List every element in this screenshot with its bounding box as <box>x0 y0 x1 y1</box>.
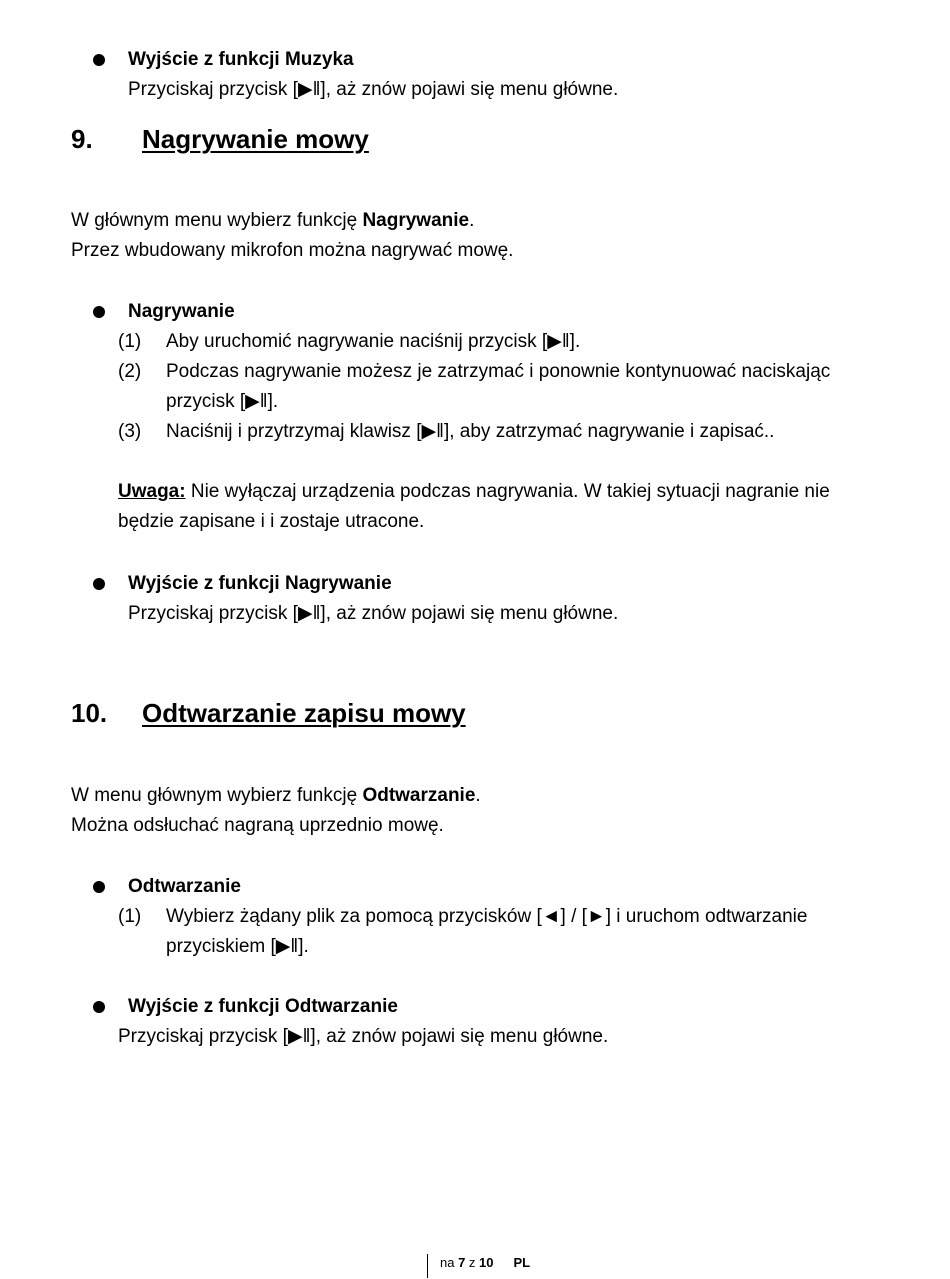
section-9-number: 9. <box>71 124 93 154</box>
section-10-number: 10. <box>71 698 108 728</box>
step-text-continued: przycisk [▶ǁ]. <box>166 391 279 412</box>
step-number: (1) <box>118 331 142 352</box>
intro-bold: Odtwarzanie <box>362 785 476 806</box>
recording-exit-heading: Wyjście z funkcji Nagrywanie <box>128 573 392 594</box>
recording-exit-text: Przyciskaj przycisk [▶ǁ], aż znów pojawi się menu główne. <box>128 603 619 624</box>
bullet-dot <box>93 54 105 66</box>
step-number: (3) <box>118 421 142 442</box>
footer-mid: z <box>465 1255 480 1270</box>
footer-divider <box>427 1254 428 1278</box>
note-line-1 <box>118 477 830 507</box>
section-9-heading <box>71 122 369 156</box>
music-exit-heading: Wyjście z funkcji Muzyka <box>128 49 354 70</box>
language-code: PL <box>513 1255 531 1270</box>
step-text: Naciśnij i przytrzymaj klawisz [▶ǁ], aby zatrzymać nagrywanie i zapisać.. <box>166 421 775 442</box>
playback-exit-text: Przyciskaj przycisk [▶ǁ], aż znów pojawi się menu główne. <box>118 1026 609 1047</box>
section-9-intro-1 <box>71 206 474 236</box>
section-10-intro-2: Można odsłuchać nagraną uprzednio mowę. <box>71 815 444 836</box>
playback-exit-heading: Wyjście z funkcji Odtwarzanie <box>128 996 398 1017</box>
playback-heading: Odtwarzanie <box>128 876 241 897</box>
footer-pre: na <box>440 1255 459 1270</box>
bullet-dot <box>93 578 105 590</box>
section-10-heading <box>71 696 466 730</box>
step-text-continued: przyciskiem [▶ǁ]. <box>166 936 309 957</box>
intro-text: W menu głównym wybierz funkcję <box>71 785 363 806</box>
note-text: Nie wyłączaj urządzenia podczas nagrywania. W takiej sytuacji nagranie nie <box>185 481 830 502</box>
intro-post: . <box>475 785 481 806</box>
section-10-intro-1 <box>71 781 481 811</box>
section-9-title: Nagrywanie mowy <box>142 124 369 154</box>
intro-bold: Nagrywanie <box>362 210 470 231</box>
step-text: Aby uruchomić nagrywanie naciśnij przycisk [▶ǁ]. <box>166 331 581 352</box>
step-number: (2) <box>118 361 142 382</box>
page-total: 10 <box>479 1255 494 1270</box>
intro-post: . <box>469 210 475 231</box>
music-exit-text: Przyciskaj przycisk [▶ǁ], aż znów pojawi się menu główne. <box>128 79 619 100</box>
bullet-dot <box>93 306 105 318</box>
intro-text: W głównym menu wybierz funkcję <box>71 210 363 231</box>
recording-heading: Nagrywanie <box>128 301 235 322</box>
section-10-title: Odtwarzanie zapisu mowy <box>142 698 466 728</box>
note-label: Uwaga: <box>118 481 186 502</box>
page-footer <box>440 1255 530 1271</box>
section-9-intro-2: Przez wbudowany mikrofon można nagrywać mowę. <box>71 240 514 261</box>
step-number: (1) <box>118 906 142 927</box>
step-text: Wybierz żądany plik za pomocą przycisków [◄] / [►] i uruchom odtwarzanie <box>166 906 808 927</box>
step-text: Podczas nagrywanie możesz je zatrzymać i ponownie kontynuować naciskając <box>166 361 831 382</box>
page-number: 7 <box>458 1255 466 1270</box>
note-line-2: będzie zapisane i i zostaje utracone. <box>118 511 425 532</box>
bullet-dot <box>93 1001 105 1013</box>
bullet-dot <box>93 881 105 893</box>
